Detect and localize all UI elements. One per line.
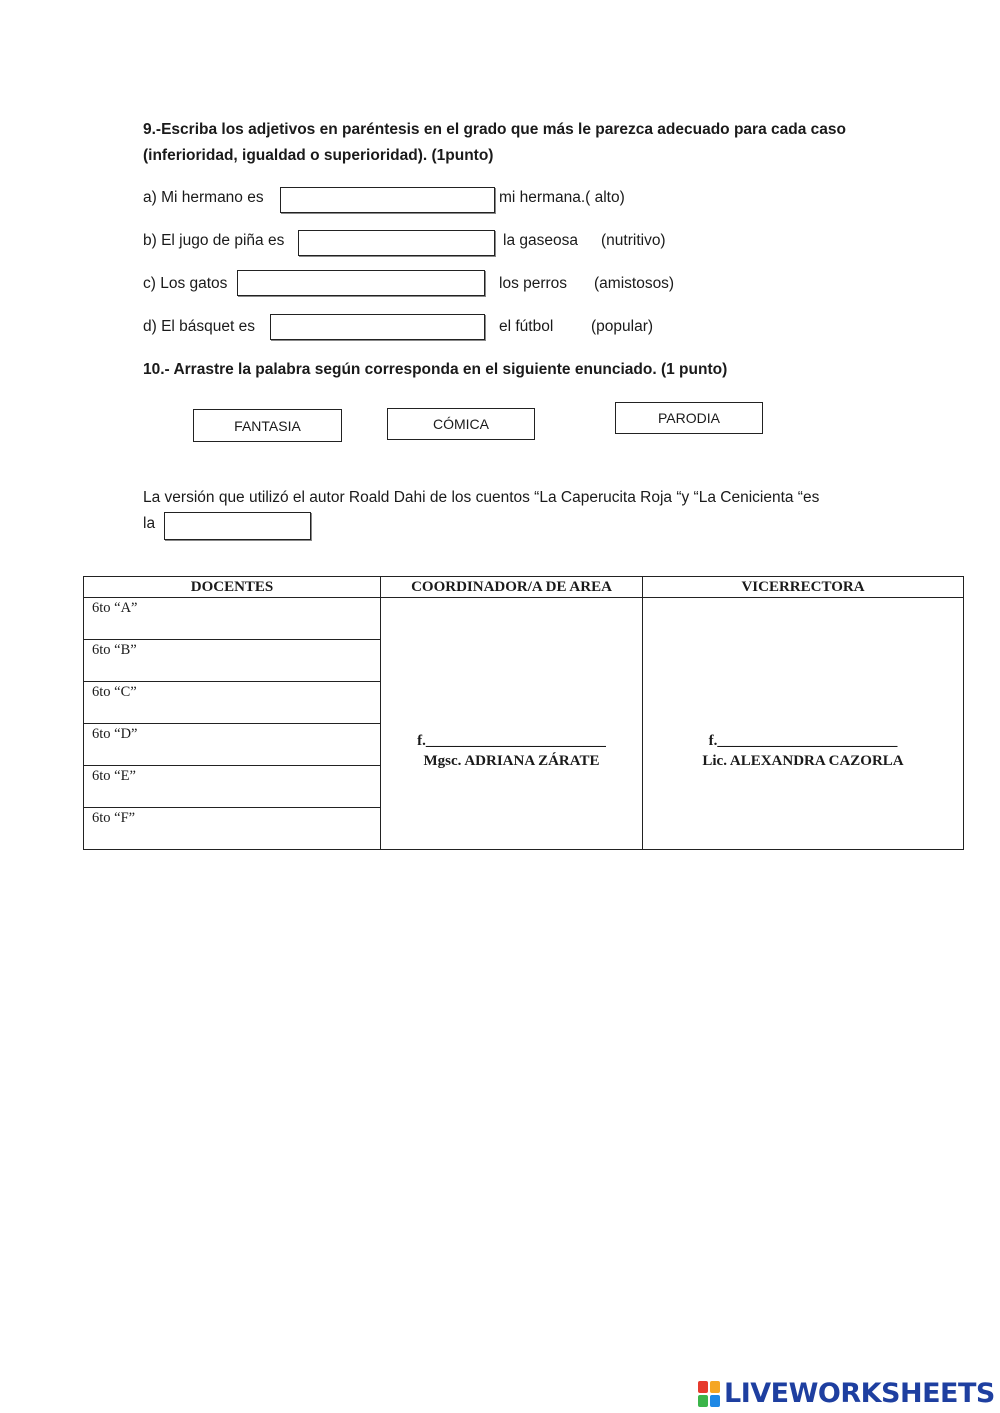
- sentence-line1: La versión que utilizó el autor Roald Dahi de los cuentos “La Caperucita Roja “y “La Cenicienta “es: [143, 489, 820, 506]
- vice-name: Lic. ALEXANDRA CAZORLA: [702, 753, 904, 769]
- docente-row: 6to “D”: [84, 724, 381, 766]
- question-10-title: 10.- Arrastre la palabra según corresponda en el siguiente enunciado. (1 punto): [143, 361, 728, 378]
- drop-target-box[interactable]: [164, 512, 311, 540]
- drag-option-parodia[interactable]: PARODIA: [615, 402, 763, 434]
- drag-option-comica[interactable]: CÓMICA: [387, 408, 535, 440]
- question-9-title-line2: (inferioridad, igualdad o superioridad). (1punto): [143, 147, 494, 164]
- signatures-table: [83, 576, 964, 850]
- coordinator-signature-line: f.________________________: [417, 733, 606, 749]
- item-b-hint: (nutritivo): [601, 232, 666, 249]
- logo-icon: [698, 1381, 720, 1407]
- docente-row: 6to “F”: [84, 808, 381, 850]
- item-c-hint: (amistosos): [594, 275, 675, 292]
- docente-row: 6to “C”: [84, 682, 381, 724]
- logo-text: LIVEWORKSHEETS: [724, 1378, 995, 1409]
- docente-row: 6to “B”: [84, 640, 381, 682]
- liveworksheets-logo[interactable]: [698, 1378, 995, 1409]
- item-c-left-text: c) Los gatos: [143, 275, 228, 292]
- question-9-title-line1: 9.-Escriba los adjetivos en paréntesis en el grado que más le parezca adecuado para cada caso: [143, 121, 846, 138]
- item-d-hint: (popular): [591, 318, 654, 335]
- item-c-answer-input[interactable]: [237, 270, 485, 296]
- item-d-right-text: el fútbol: [499, 318, 554, 335]
- item-d-left-text: d) El básquet es: [143, 318, 256, 335]
- item-a-right-text: mi hermana.( alto): [499, 189, 625, 206]
- vice-signature-line: f.________________________: [708, 733, 898, 749]
- docente-row: 6to “E”: [84, 766, 381, 808]
- sentence-line2: la: [143, 515, 156, 532]
- item-a-answer-input[interactable]: [280, 187, 495, 213]
- header-coordinador: COORDINADOR/A DE AREA: [381, 577, 643, 598]
- item-c-right-text: los perros: [499, 275, 568, 292]
- coordinator-signature-cell: [381, 598, 643, 850]
- item-b-left-text: b) El jugo de piña es: [143, 232, 285, 249]
- item-b-right-text: la gaseosa: [503, 232, 578, 249]
- docente-row: 6to “A”: [84, 598, 381, 640]
- coordinator-name: Mgsc. ADRIANA ZÁRATE: [423, 753, 600, 769]
- header-docentes: DOCENTES: [84, 577, 381, 598]
- question-9-title: [143, 117, 846, 169]
- item-a-left-text: a) Mi hermano es: [143, 189, 264, 206]
- header-vicerrectora: VICERRECTORA: [643, 577, 964, 598]
- item-b-answer-input[interactable]: [298, 230, 495, 256]
- item-d-answer-input[interactable]: [270, 314, 485, 340]
- vice-signature-cell: [643, 598, 964, 850]
- drag-option-fantasia[interactable]: FANTASIA: [193, 409, 342, 442]
